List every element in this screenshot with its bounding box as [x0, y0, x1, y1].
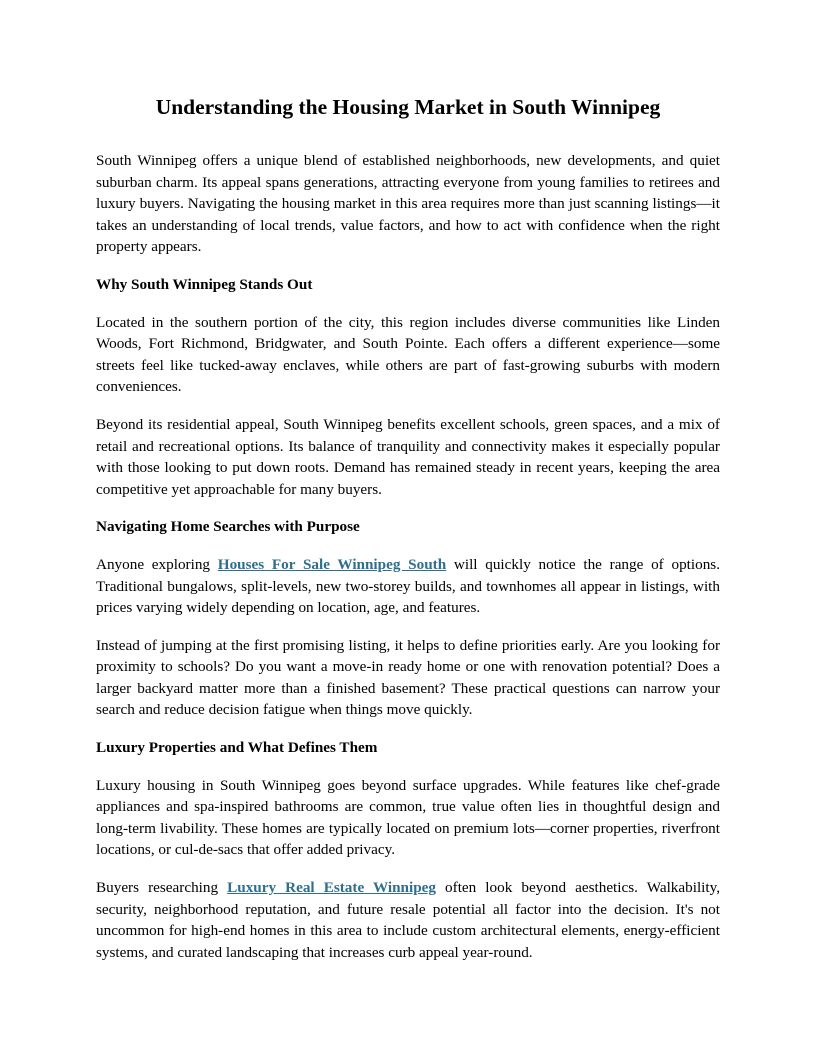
houses-for-sale-link[interactable]: Houses For Sale Winnipeg South	[217, 555, 447, 573]
text-span: Anyone exploring	[96, 555, 218, 573]
section1-paragraph-2: Beyond its residential appeal, South Winnipeg benefits excellent schools, green spaces, and a mix of retail and recreational options. Its balance of tranquility and connectivity makes it especially popular with those looking to put down roots. Demand has remained steady in recent years, keeping the area competitive yet approachable for many buyers.	[96, 415, 720, 498]
intro-paragraph: South Winnipeg offers a unique blend of established neighborhoods, new developments, and quiet suburban charm. Its appeal spans generations, attracting everyone from young families to retirees and luxury buyers. Navigating the housing market in this area requires more than just scanning listings—it takes an understanding of local trends, value factors, and how to act with confidence when the right property appears.	[96, 152, 720, 256]
section-heading-home-searches: Navigating Home Searches with Purpose	[96, 518, 360, 536]
luxury-real-estate-link[interactable]: Luxury Real Estate Winnipeg	[227, 879, 436, 897]
section3-paragraph-1: Luxury housing in South Winnipeg goes beyond surface upgrades. While features like chef-grade appliances and spa-inspired bathrooms are common, true value often lies in thoughtful design and long-term livability. These homes are typically located on premium lots—corner properties, riverfront locations, or cul-de-sacs that offer added privacy.	[96, 776, 720, 859]
text-span: often look beyond aesthetics. Walkability, security, neighborhood reputation, and future resale potential all factor into the decision. It's not uncommon for high-end homes in this area to include custom architectural elements, energy-efficient systems, and curated landscaping that increases curb appeal year-round.	[96, 879, 721, 961]
section-heading-why-stands-out: Why South Winnipeg Stands Out	[96, 275, 313, 293]
document-page	[96, 94, 720, 979]
section3-paragraph-2	[96, 877, 720, 963]
text-span: Buyers researching	[96, 879, 228, 897]
text-span: will quickly notice the range of options. Traditional bungalows, split-levels, new two-storey builds, and townhomes all appear in listings, with prices varying widely depending on location, age, and features.	[96, 555, 720, 617]
section2-paragraph-1	[96, 554, 720, 619]
section1-paragraph-1: Located in the southern portion of the city, this region includes diverse communities like Linden Woods, Fort Richmond, Bridgwater, and South Pointe. Each offers a different experience—some streets feel like tucked-away enclaves, while others are part of fast-growing suburbs with modern conveniences.	[96, 313, 720, 396]
page-title: Understanding the Housing Market in South Winnipeg	[155, 95, 661, 119]
section-heading-luxury-properties: Luxury Properties and What Defines Them	[96, 739, 378, 757]
section2-paragraph-2: Instead of jumping at the first promising listing, it helps to define priorities early. Are you looking for proximity to schools? Do you want a move-in ready home or one with renovation potential? Does a larger backyard matter more than a finished basement? These practical questions can narrow your search and reduce decision fatigue when things move quickly.	[96, 636, 720, 719]
